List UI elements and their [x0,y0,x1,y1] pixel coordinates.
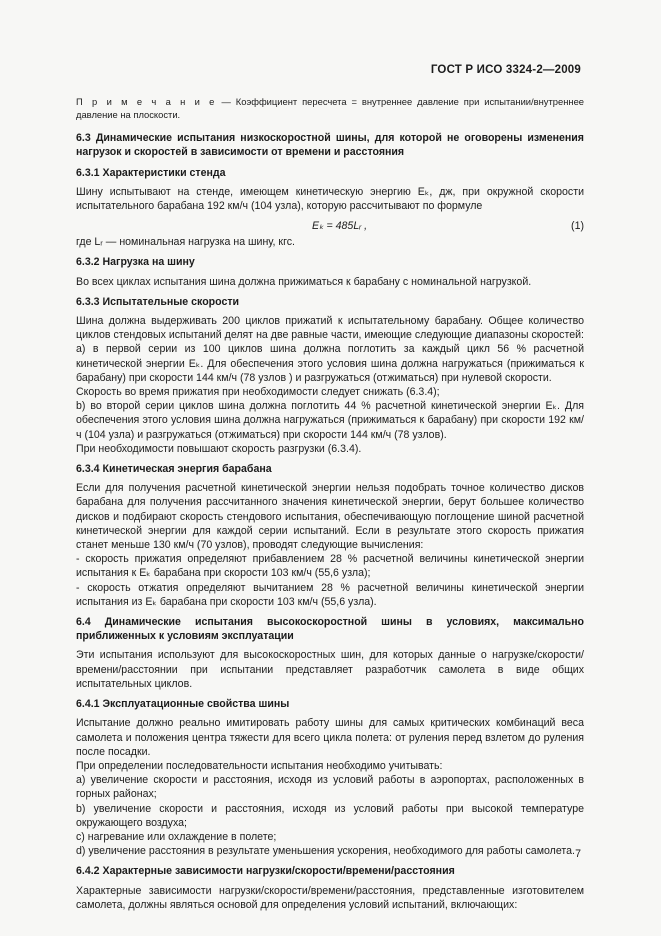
note-text: — Коэффициент пересчета = внутреннее давление при испытании/внутреннее давление на плоскости. [76,96,584,120]
section-6-4-1-item-d: d) увеличение расстояния в результате уменьшения ускорения, необходимого для работы самолета. [76,845,575,858]
section-6-4-1-title: 6.4.1 Эксплуатационные свойства шины [76,698,290,711]
section-6-3-3-text: Шина должна выдерживать 200 циклов прижатий к испытательному барабану. Общее количество циклов стендовых испытаний делят на две равные части, имеющие следующие диапазоны скоростей: [76,315,584,342]
document-header: ГОСТ Р ИСО 3324-2—2009 [430,64,581,76]
section-6-4-2-title: 6.4.2 Характерные зависимости нагрузки/скорости/времени/расстояния [76,865,455,878]
note-label: П р и м е ч а н и е [76,96,217,107]
section-6-3-4-item-1: - скорость прижатия определяют прибавлением 28 % расчетной величины кинетической энергии испытания к Eₖ барабана при скорости 103 км/ч (55,6 узла); [76,553,584,580]
section-6-3-4-title: 6.3.4 Кинетическая энергия барабана [76,463,272,476]
section-6-4-1-item-b: b) увеличение скорости и расстояния, исходя из условий работы при высокой температуре окружающего воздуха; [76,802,584,829]
section-6-4-title: 6.4 Динамические испытания высокоскоростной шины в условиях, максимально приближенных к условиям эксплуатации [76,616,584,643]
section-6-3-3-title: 6.3.3 Испытательные скорости [76,295,240,308]
formula-expression: Eₖ = 485Lᵣ , [312,220,368,233]
section-6-3-2-text: Во всех циклах испытания шина должна прижиматься к барабану с номинальной нагрузкой. [76,275,532,288]
section-6-3-1-text: Шину испытывают на стенде, имеющем кинетическую энергию Eₖ, дж, при окружной скорости испытательного барабана 192 км/ч (104 узла), которую рассчитывают по формуле [76,185,584,212]
section-6-3-title: 6.3 Динамические испытания низкоскоростной шины, для которой не оговорены изменения нагрузок и скоростей в зависимости от времени и расстояния [76,132,584,159]
section-6-3-3-item-a-note: Скорость во время прижатия при необходимости следует снижать (6.3.4); [76,386,440,399]
section-6-4-1-text: Испытание должно реально имитировать работу шины для самых критических комбинаций веса самолета и положения центра тяжести для всего цикла полета: от руления перед взлетом до руления после посадки. [76,717,584,758]
section-6-4-1-text-2: При определении последовательности испытания необходимо учитывать: [76,759,443,772]
section-6-3-2-title: 6.3.2 Нагрузка на шину [76,256,195,269]
section-6-4-text: Эти испытания используют для высокоскоростных шин, для которых данные о нагрузке/скорости/времени/расстоянии при испытании представляет разработчик самолета в виде общих испытательных циклов. [76,649,584,690]
page-number: 7 [575,848,581,860]
section-6-4-1-item-a: а) увеличение скорости и расстояния, исходя из условий работы в аэропортах, расположенных в горных районах; [76,774,584,801]
section-6-3-3-item-b: b) во второй серии циклов шина должна поглотить 44 % расчетной кинетической энергии Eₖ. Для обеспечения этого условия шина должна нагружаться (прижиматься к барабану) при скорости 192 км/ч (104 узла) и разгружаться (отжиматься) при скорости 144 км/ч (78 узлов). [76,400,584,441]
section-6-4-1-item-c: с) нагревание или охлаждение в полете; [76,830,277,843]
section-6-3-3-item-a: а) в первой серии из 100 циклов шина должна поглотить за каждый цикл 56 % расчетной кинетической энергии Eₖ. Для обеспечения этого условия шина должна нагружаться (прижиматься к барабану) при скорости 144 км/ч (78 узлов ) и разгружаться (отжиматься) при нулевой скорости. [76,343,584,384]
formula-number: (1) [571,220,584,233]
section-6-3-3-item-b-note: При необходимости повышают скорость разгрузки (6.3.4). [76,442,362,455]
section-6-3-4-text: Если для получения расчетной кинетической энергии нельзя подобрать точное количество дисков барабана для получения рассчитанного значения кинетической энергии, берут большее количество дисков и подбирают скорость стендового испытания, обеспечивающую поглощение шиной расчетной кинетической энергии для каждой серии испытаний. Если в результате этого скорость прижатия станет меньше 130 км/ч (70 узлов), проводят следующие вычисления: [76,482,584,552]
formula-where: где Lᵣ — номинальная нагрузка на шину, кгс. [76,236,295,249]
note [76,96,584,121]
section-6-4-2-text: Характерные зависимости нагрузки/скорости/времени/расстояния, представленные изготовителем самолета, должны являться основой для определения условий испытаний, включающих: [76,884,584,911]
formula-1 [76,217,584,233]
section-6-3-4-item-2: - скорость отжатия определяют вычитанием 28 % расчетной величины кинетической энергии испытания из Eₖ барабана при скорости 103 км/ч (55,6 узла). [76,581,584,608]
document-body [76,96,584,912]
section-6-3-1-title: 6.3.1 Характеристики стенда [76,166,226,179]
